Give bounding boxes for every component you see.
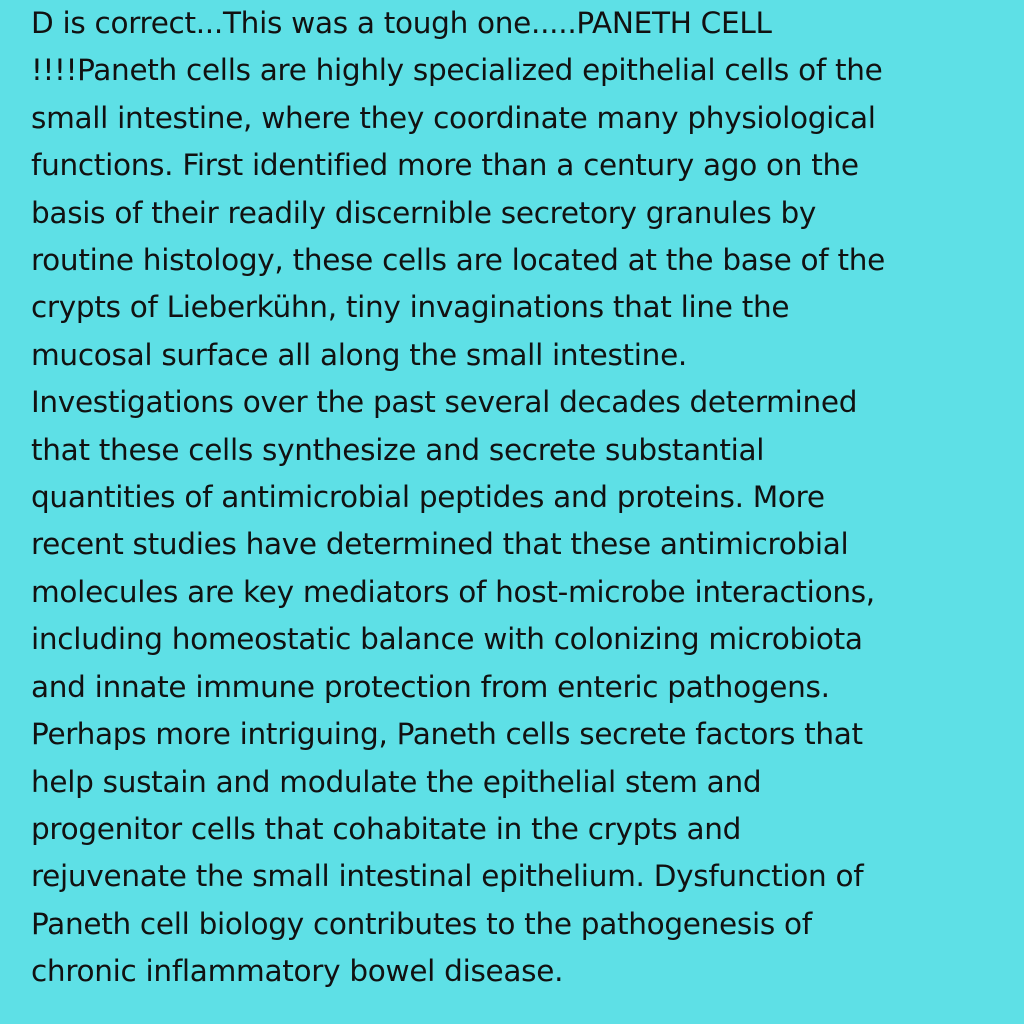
text-line-16: Perhaps more intriguing, Paneth cells secrete factors that xyxy=(31,717,863,752)
text-line-4: functions. First identified more than a century ago on the xyxy=(31,148,859,183)
explanation-text xyxy=(31,0,1011,996)
text-line-12: recent studies have determined that these antimicrobial xyxy=(31,527,849,562)
text-line-10: that these cells synthesize and secrete substantial xyxy=(31,432,765,467)
text-line-20: Paneth cell biology contributes to the pathogenesis of xyxy=(31,906,812,941)
text-line-7: crypts of Lieberkühn, tiny invaginations that line the xyxy=(31,290,790,325)
text-line-14: including homeostatic balance with colonizing microbiota xyxy=(31,622,863,657)
text-line-3: small intestine, where they coordinate many physiological xyxy=(31,100,876,135)
text-line-2: !!!!Paneth cells are highly specialized epithelial cells of the xyxy=(31,53,883,88)
text-line-18: progenitor cells that cohabitate in the crypts and xyxy=(31,811,742,846)
text-line-1: D is correct...This was a tough one.....PANETH CELL xyxy=(31,6,772,40)
text-line-8: mucosal surface all along the small intestine. xyxy=(31,337,688,372)
text-line-19: rejuvenate the small intestinal epithelium. Dysfunction of xyxy=(31,859,864,894)
text-line-11: quantities of antimicrobial peptides and proteins. More xyxy=(31,480,825,515)
text-line-5: basis of their readily discernible secretory granules by xyxy=(31,195,817,230)
text-line-17: help sustain and modulate the epithelial stem and xyxy=(31,764,762,799)
text-line-21: chronic inflammatory bowel disease. xyxy=(31,954,564,989)
text-line-13: molecules are key mediators of host-microbe interactions, xyxy=(31,574,875,609)
text-line-15: and innate immune protection from enteric pathogens. xyxy=(31,669,830,704)
text-line-9: Investigations over the past several decades determined xyxy=(31,385,858,420)
text-line-6: routine histology, these cells are located at the base of the xyxy=(31,243,885,278)
